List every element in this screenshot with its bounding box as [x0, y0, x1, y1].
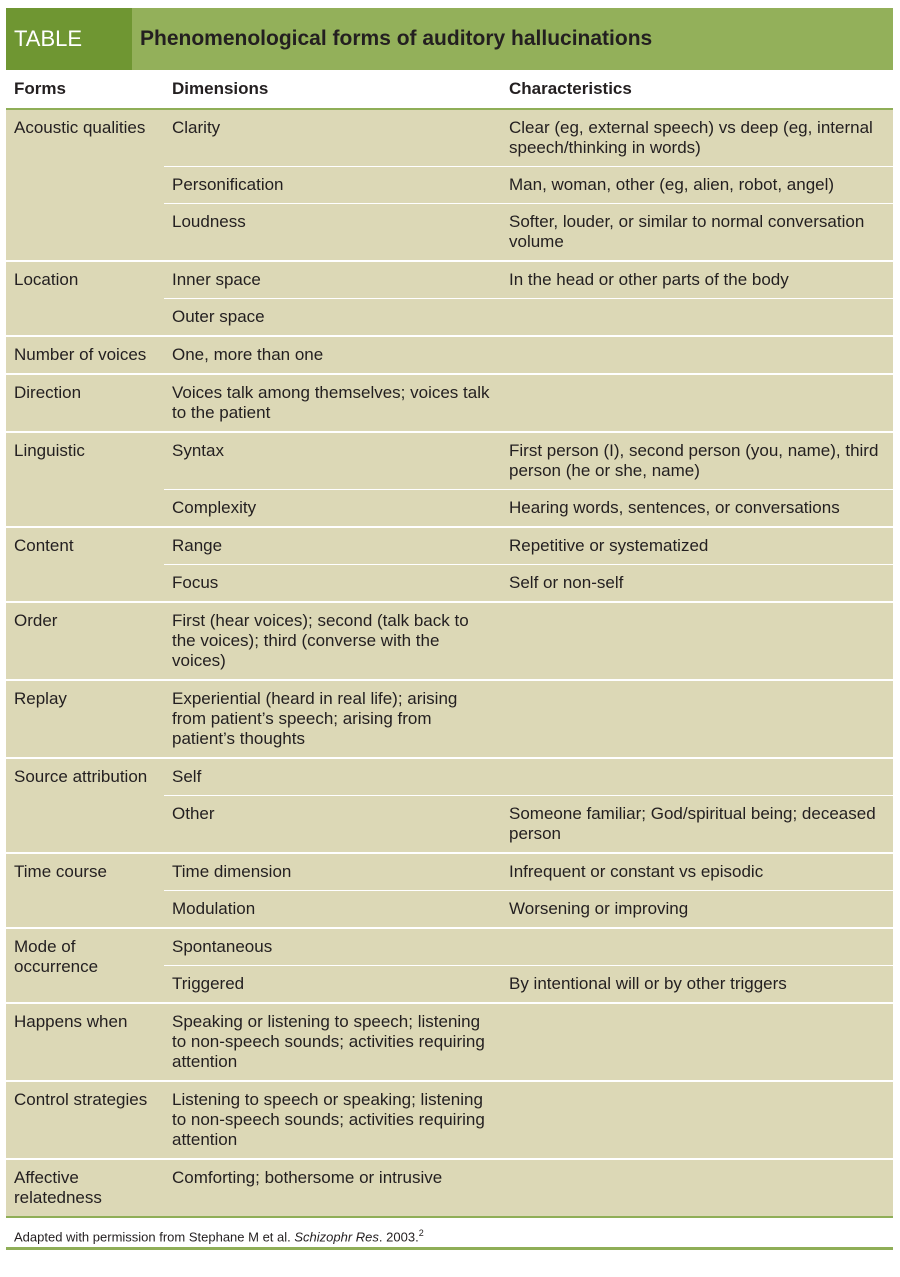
table-row [6, 374, 893, 432]
dimension-cell: Range [164, 527, 501, 565]
characteristic-cell: Self or non-self [501, 565, 893, 603]
source-footnote [6, 1216, 893, 1250]
dimension-cell: Time dimension [164, 853, 501, 891]
footnote-ref: 2 [418, 1228, 424, 1238]
form-cell: Content [6, 527, 164, 602]
table-row [6, 336, 893, 374]
table-row [6, 853, 893, 891]
dimension-cell: Self [164, 758, 501, 796]
form-cell: Direction [6, 374, 164, 432]
characteristic-cell: Worsening or improving [501, 891, 893, 929]
form-cell: Location [6, 261, 164, 336]
table-row [6, 602, 893, 680]
characteristic-cell: Someone familiar; God/spiritual being; deceased person [501, 796, 893, 854]
characteristic-cell [501, 758, 893, 796]
characteristic-cell [501, 1081, 893, 1159]
table-row [6, 432, 893, 490]
table-figure [6, 8, 893, 1250]
dimension-cell: Other [164, 796, 501, 854]
dimension-cell: Modulation [164, 891, 501, 929]
dimension-cell: Voices talk among themselves; voices talk to the patient [164, 374, 501, 432]
header-row [6, 70, 893, 109]
form-cell: Happens when [6, 1003, 164, 1081]
dimension-cell: Listening to speech or speaking; listening to non-speech sounds; activities requiring attention [164, 1081, 501, 1159]
form-cell: Linguistic [6, 432, 164, 527]
dimension-cell: Outer space [164, 299, 501, 337]
characteristic-cell [501, 928, 893, 966]
table-row [6, 1159, 893, 1216]
dimension-cell: Inner space [164, 261, 501, 299]
characteristic-cell: Infrequent or constant vs episodic [501, 853, 893, 891]
dimension-cell: Focus [164, 565, 501, 603]
form-cell: Order [6, 602, 164, 680]
table-row [6, 1081, 893, 1159]
characteristic-cell [501, 374, 893, 432]
dimension-cell: Comforting; bothersome or intrusive [164, 1159, 501, 1216]
table-row [6, 680, 893, 758]
form-cell: Control strategies [6, 1081, 164, 1159]
footnote-year: . 2003. [378, 1229, 419, 1245]
dimension-cell: Experiential (heard in real life); arising from patient’s speech; arising from patient’s thoughts [164, 680, 501, 758]
hallucination-forms-table [6, 70, 893, 1216]
table-row [6, 261, 893, 299]
column-header-dimensions: Dimensions [164, 70, 501, 109]
footnote-text: Adapted with permission from Stephane M et al. [14, 1229, 295, 1245]
characteristic-cell [501, 680, 893, 758]
table-row [6, 928, 893, 966]
characteristic-cell: Clear (eg, external speech) vs deep (eg, internal speech/thinking in words) [501, 109, 893, 167]
form-cell: Affective relatedness [6, 1159, 164, 1216]
characteristic-cell [501, 1159, 893, 1216]
form-cell: Mode of occurrence [6, 928, 164, 1003]
characteristic-cell: Repetitive or systematized [501, 527, 893, 565]
characteristic-cell [501, 336, 893, 374]
characteristic-cell: By intentional will or by other triggers [501, 966, 893, 1004]
characteristic-cell: First person (I), second person (you, name), third person (he or she, name) [501, 432, 893, 490]
title-bar [6, 8, 893, 70]
characteristic-cell: Softer, louder, or similar to normal conversation volume [501, 204, 893, 262]
characteristic-cell: In the head or other parts of the body [501, 261, 893, 299]
characteristic-cell [501, 602, 893, 680]
dimension-cell: Complexity [164, 490, 501, 528]
characteristic-cell: Hearing words, sentences, or conversations [501, 490, 893, 528]
characteristic-cell [501, 1003, 893, 1081]
table-body [6, 109, 893, 1216]
footnote-journal: Schizophr Res [294, 1229, 379, 1245]
dimension-cell: Syntax [164, 432, 501, 490]
table-row [6, 109, 893, 167]
dimension-cell: Speaking or listening to speech; listening to non-speech sounds; activities requiring attention [164, 1003, 501, 1081]
table-tag: TABLE [6, 8, 132, 70]
dimension-cell: First (hear voices); second (talk back to the voices); third (converse with the voices) [164, 602, 501, 680]
dimension-cell: Clarity [164, 109, 501, 167]
column-header-characteristics: Characteristics [501, 70, 893, 109]
dimension-cell: Personification [164, 167, 501, 204]
characteristic-cell: Man, woman, other (eg, alien, robot, angel) [501, 167, 893, 204]
dimension-cell: One, more than one [164, 336, 501, 374]
table-title: Phenomenological forms of auditory hallucinations [140, 27, 653, 50]
column-header-forms: Forms [6, 70, 164, 109]
table-row [6, 527, 893, 565]
form-cell: Acoustic qualities [6, 109, 164, 261]
dimension-cell: Spontaneous [164, 928, 501, 966]
form-cell: Replay [6, 680, 164, 758]
table-row [6, 1003, 893, 1081]
dimension-cell: Triggered [164, 966, 501, 1004]
characteristic-cell [501, 299, 893, 337]
form-cell: Number of voices [6, 336, 164, 374]
dimension-cell: Loudness [164, 204, 501, 262]
table-row [6, 758, 893, 796]
form-cell: Source attribution [6, 758, 164, 853]
form-cell: Time course [6, 853, 164, 928]
